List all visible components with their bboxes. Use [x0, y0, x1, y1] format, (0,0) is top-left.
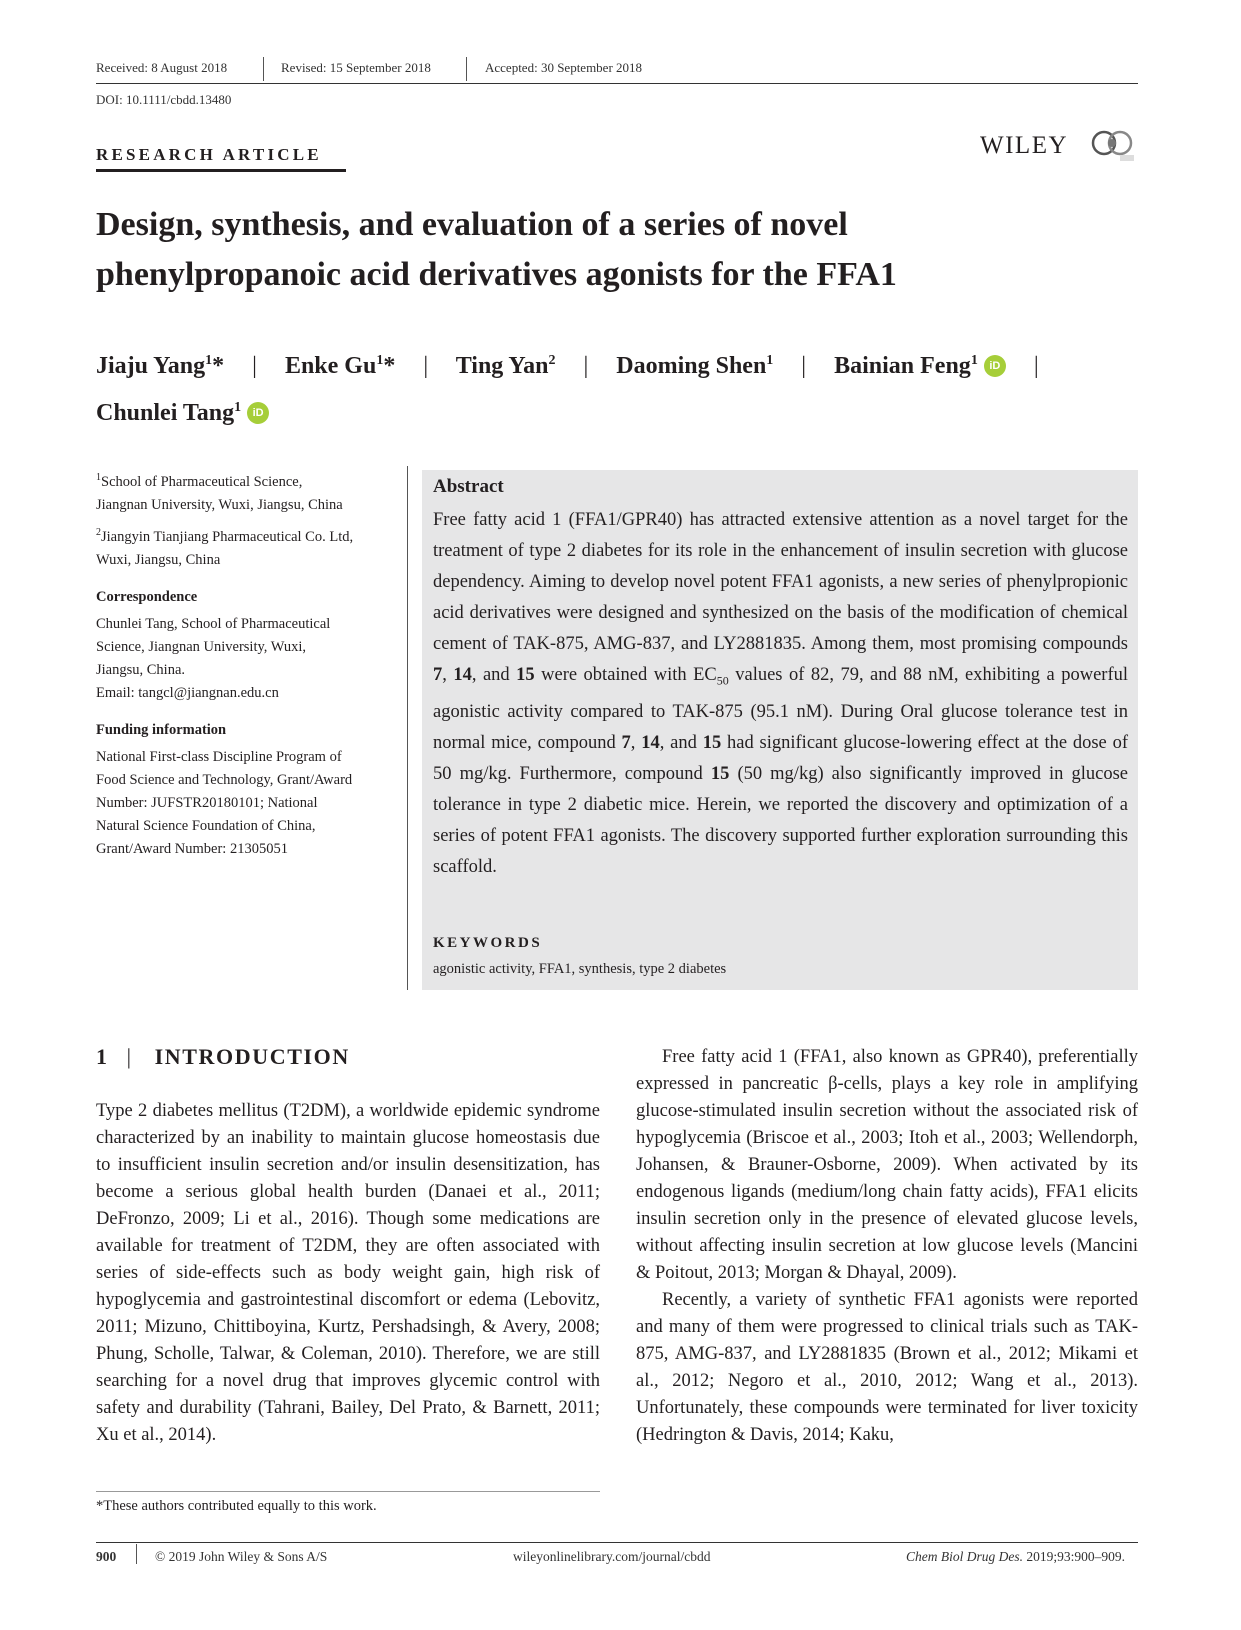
keywords-heading: KEYWORDS: [433, 935, 543, 951]
author-separator: |: [1033, 353, 1039, 379]
affiliation-marker: 1: [205, 353, 213, 368]
compound-ref: 7: [621, 732, 631, 753]
keywords-list: agonistic activity, FFA1, synthesis, type 2 diabetes: [433, 961, 727, 977]
doi-link[interactable]: DOI: 10.1111/cbdd.13480: [96, 92, 232, 107]
section-heading: [96, 1044, 350, 1070]
author-list: [96, 340, 1061, 434]
publisher-logo: WILEY: [980, 132, 1069, 159]
correspondence-email[interactable]: Email: tangcl@jiangnan.edu.cn: [96, 684, 279, 701]
funding-info: National First-class Discipline Program of Food Science and Technology, Grant/Award Number: JUFSTR20180101; National Natural Science Foundation of China, Grant/Award Number: 21305051: [96, 748, 353, 857]
correspondence-label: Correspondence: [96, 588, 198, 605]
title-line: phenylpropanoic acid derivatives agonists for the FFA1: [96, 256, 897, 293]
revised-date: Revised: 15 September 2018: [281, 60, 431, 75]
paragraph: Type 2 diabetes mellitus (T2DM), a worldwide epidemic syndrome characterized by an inability to maintain glucose homeostasis due to insufficient insulin secretion and/or insulin desensitization, has become a serious global health burden (Danaei et al., 2011; DeFronzo, 2009; Li et al., 2016). Though some medications are available for treatment of T2DM, they are often associated with series of side-effects such as body weight gain, high risk of hypoglycemia and gastrointestinal discomfort or edema (Lebovitz, 2011; Mizuno, Chittiboyina, Kurtz, Pershadsingh, & Avery, 2008; Phung, Scholle, Talwar, & Coleman, 2010). Therefore, we are still searching for a novel drug that improves glycemic control with safety and durability (Tahrani, Bailey, Del Prato, & Barnett, 2011; Xu et al., 2014).: [96, 1101, 600, 1445]
column-divider: [407, 466, 408, 990]
author-separator: |: [801, 353, 807, 379]
journal-citation: Chem Biol Drug Des. 2019;93:900–909.: [906, 1549, 1126, 1564]
journal-url[interactable]: wileyonlinelibrary.com/journal/cbdd: [513, 1549, 711, 1564]
funding-label: Funding information: [96, 721, 227, 738]
compound-ref: 14: [641, 732, 660, 753]
footnote-rule: [96, 1491, 600, 1492]
title-line: Design, synthesis, and evaluation of a series of novel: [96, 206, 848, 243]
header-separator: [263, 57, 264, 81]
affiliation-marker: 1: [376, 353, 384, 368]
paragraph: Free fatty acid 1 (FFA1, also known as GPR40), preferentially expressed in pancreatic β-cells, plays a key role in amplifying glucose-stimulated insulin secretion without the associated risk of hypoglycemia (Briscoe et al., 2003; Itoh et al., 2003; Wellendorph, Johansen, & Brauner-Osborne, 2009). When activated by its endogenous ligands (medium/long chain fatty acids), FFA1 elicits insulin secretion only in the presence of elevated glucose levels, without affecting insulin secretion at low glucose levels (Mancini & Poitout, 2013; Morgan & Dhayal, 2009).: [636, 1047, 1138, 1283]
author-separator: |: [583, 353, 589, 379]
orcid-icon[interactable]: iD: [247, 402, 269, 424]
compound-ref: 15: [516, 665, 535, 685]
article-info-column: [96, 466, 396, 865]
header-separator: [466, 57, 467, 81]
compound-ref: 15: [702, 732, 722, 753]
affiliation-marker: 1: [234, 400, 242, 415]
accepted-date: Accepted: 30 September 2018: [485, 60, 643, 75]
paragraph: Recently, a variety of synthetic FFA1 agonists were reported and many of them were progressed to clinical trials such as TAK-875, AMG-837, and LY2881835 (Brown et al., 2012; Mikami et al., 2012; Negoro et al., 2010, 2012; Wang et al., 2013). Unfortunately, these compounds were terminated for liver toxicity (Hedrington & Davis, 2014; Kaku,: [636, 1290, 1138, 1445]
author-name[interactable]: Ting Yan: [455, 353, 549, 379]
footnote: *These authors contributed equally to this work.: [96, 1498, 377, 1514]
author-name[interactable]: Enke Gu: [284, 353, 377, 379]
affiliation-marker: 1: [766, 353, 774, 368]
orcid-icon[interactable]: iD: [984, 355, 1006, 377]
author-name[interactable]: Chunlei Tang: [96, 400, 235, 426]
article-type-underline: [96, 169, 346, 172]
section-number: 1: [96, 1044, 109, 1069]
section-bar: |: [126, 1044, 133, 1069]
footer-rule: [96, 1542, 1138, 1543]
equal-contribution-marker: *: [212, 353, 225, 379]
journal-logo-icon: [1090, 128, 1136, 164]
author-separator: |: [252, 353, 257, 379]
affiliation-2: $^2$Jiangyin Tianjiang Pharmaceutical Co. Ltd, Wuxi, Jiangsu, China: [96, 526, 354, 568]
author-name[interactable]: Jiaju Yang: [96, 353, 206, 379]
abstract-heading: Abstract: [433, 476, 504, 497]
article-title: [96, 200, 1106, 300]
intro-column-1: [96, 1098, 600, 1449]
affiliation-marker: 2: [548, 353, 556, 368]
author-name[interactable]: Daoming Shen: [616, 353, 767, 379]
equal-contribution-marker: *: [383, 353, 396, 379]
page-number: 900: [96, 1549, 117, 1564]
footer-separator: [136, 1544, 137, 1564]
author-separator: |: [423, 353, 429, 379]
received-date: Received: 8 August 2018: [96, 60, 228, 75]
author-name[interactable]: Bainian Feng: [834, 353, 971, 379]
header-rule: [96, 83, 1138, 84]
affiliation-1: $^1$School of Pharmaceutical Science, Jiangnan University, Wuxi, Jiangsu, China: [96, 472, 343, 513]
correspondence-info: Chunlei Tang, School of Pharmaceutical Science, Jiangnan University, Wuxi, Jiangsu, China. Email: tangcl@jiangnan.edu.cn: [96, 615, 331, 701]
intro-column-2: [636, 1044, 1138, 1449]
section-title: INTRODUCTION: [154, 1044, 350, 1069]
affiliation-marker: 1: [970, 353, 978, 368]
compound-ref: 7: [433, 665, 443, 685]
compound-ref: 15: [710, 763, 730, 784]
abstract-text: Free fatty acid 1 (FFA1/GPR40) has attracted extensive attention as a novel target for the treatment of type 2 diabetes for its role in the enhancement of insulin secretion with glucose dependency. Aiming to develop novel potent FFA1 agonists, a new series of phenylpropionic acid derivatives were designed and synthesized on the basis of the modification of chemical cement of TAK-875, AMG-837, and LY2881835. Among them, most promising compounds 7, 14, and 15 were obtained with $EC_{50}$ values of 82, 79, and 88 nM, exhibiting a powerful agonistic activity compared to TAK-875 (95.1 nM). During Oral glucose tolerance test in normal mice, compound 7, 14, and 15 had significant glucose-lowering effect at the dose of 50 mg/kg. Furthermore, compound 15 (50 mg/kg) also significantly improved in glucose tolerance in type 2 diabetic mice. Herein, we reported the discovery and optimization of a series of potent FFA1 agonists. The discovery supported further exploration surrounding this scaffold.: [433, 510, 1129, 877]
copyright: © 2019 John Wiley & Sons A/S: [155, 1549, 328, 1564]
compound-ref: 14: [453, 665, 472, 685]
article-type: RESEARCH ARTICLE: [96, 145, 322, 164]
